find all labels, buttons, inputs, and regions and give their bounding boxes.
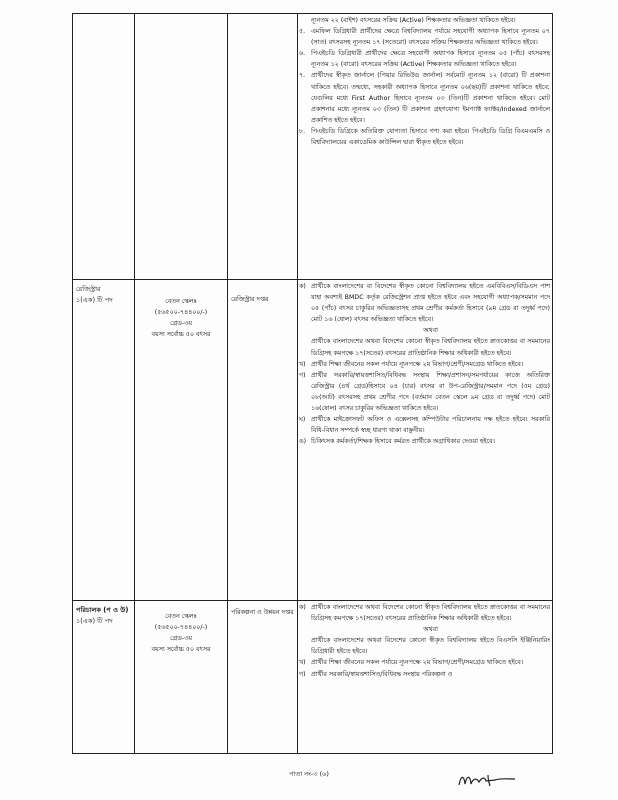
item-text: প্রার্থীদের স্বীকৃত জার্নালে (পিয়ার রিভিউড জার্নাল) সর্বমোট ন্যূনতম ১২ (বারো) টি প্রকাশনা থাকিতে হইবে। তন্মধ্যে, সহকারী অধ্যাপক হিসাবে ন্যূনতম ০৬(ছয়)টি প্রকাশনা থাকিতে হইবে; যেগুলির মধ্যে First Author হিসাবে ন্যূনতম ০৩ (তিন)টি প্রকাশনা থাকিতে হইবে। মোট প্রকাশনার মধ্যে ন্যূনতম ০৩ (তিন) টি প্রকাশনা গ্রহণযোগ্য ইমপ্যাক্ট ফ্যাক্টর/Indexed জার্নালে প্রকাশিত হইতে হইবে। — [311, 72, 550, 124]
qualification-item — [298, 436, 552, 447]
item-marker: ৭. — [299, 72, 306, 80]
item-text: প্রার্থীর সরকারি/স্বায়ত্তশাসিত/বিধিবদ্ধ সংস্থায় শিক্ষা/প্রশাসন/সমপর্যায়ের কাজে অতিরিক্ত রেজিস্ট্রার (৪র্থ গ্রেড)হিসাবে ০৪ (চার) বৎসর বা উপ-রেজিস্ট্রার/সমমান পদে (৫ম গ্রেড) ০৮(আট) বৎসরসহ প্রথম শ্রেণীর পদে (বর্তমান বেতন স্কেলে ৯ম গ্রেড বা তদুর্ধ্ব পদে) মোট ১৬(ষোল) বৎসর চাকুরির অভিজ্ঞতা থাকিতে হইবে। — [311, 371, 550, 413]
requirements-table — [72, 13, 553, 754]
post-cell — [73, 601, 135, 754]
grade: গ্রেড-৩য় — [170, 320, 192, 327]
item-marker: ক) — [299, 283, 306, 290]
item-text: ন্যূনতম ২২ (বাইশ) বৎসরের সক্রিয় (Active) শিক্ষকতার অভিজ্ঞতা থাকিতে হইবে। — [311, 17, 516, 24]
scale-label: বেতন স্কেলঃ — [165, 298, 197, 305]
item-marker: খ) — [299, 360, 306, 368]
scale-value: (৫৬৫০০-৭৪৪০০/-) — [154, 624, 208, 631]
qualification-item — [298, 336, 552, 358]
item-marker: গ) — [299, 670, 306, 678]
item-text: প্রার্থীর শিক্ষা জীবনের সকল পর্যায়ে ন্যূনপক্ষে ২য় বিভাগ/শ্রেণী/সমগ্রেড থাকিতে হইবে। — [311, 659, 524, 667]
qualification-item — [298, 669, 552, 680]
signature — [455, 769, 535, 791]
item-text: প্রার্থীকে বাংলাদেশের অথবা বিদেশের কোনো স্বীকৃত বিশ্ববিদ্যালয় হইতে স্নাতকোত্তর বা সমমানের ডিগ্রিসহ কমপক্ষে ১৭(সতের) বৎসরের প্রাতিষ্ঠানিক শিক্ষার অধিকারী হইতে হইবে। — [311, 604, 550, 623]
qualification-item — [298, 624, 552, 635]
item-text: প্রার্থীর সরকারি/স্বায়ত্তশাসিত/বিধিবদ্ধ সংস্থায় পরিকল্পনা ও — [311, 670, 453, 678]
item-text: প্রার্থীকে বাংলাদেশের বা বিদেশের স্বীকৃত কোনো বিশ্ববিদ্যালয় হইতে এমবিবিএস/বিডিএস পাশ যাহা অবশ্যই BMDC কর্তৃক রেজিস্ট্রেশন প্রাপ্ত হইতে হইবে এবং সহযোগী অধ্যাপক/সমমান পদে ০৫ (পাঁচ) বৎসর চাকুরির অভিজ্ঞতাসহ প্রথম শ্রেণীর কর্মকর্তা হিসাবে (৯ম গ্রেড বা তদুর্ধ্ব পদে) মোট ১৬ (ষোল) বৎসর অভিজ্ঞতা থাকিতে হইবে। — [311, 283, 550, 324]
qualification-item — [298, 26, 552, 48]
dept-cell — [228, 601, 298, 754]
scale-cell — [135, 280, 228, 601]
item-marker: গ) — [299, 371, 306, 379]
qualification-item — [298, 281, 552, 325]
qualification-item — [298, 370, 552, 414]
item-text: চিকিৎসক কর্মকর্তা/শিক্ষক হিসাবে কর্মরত প্রার্থীকে অগ্রাধিকার দেওয়া হইবে। — [311, 438, 495, 446]
table-row-continuation — [73, 14, 553, 280]
item-marker: খ) — [299, 659, 306, 667]
dept-cell — [228, 280, 298, 601]
qualification-item — [298, 414, 552, 436]
scale-cell — [135, 14, 228, 280]
post-cell — [73, 14, 135, 280]
item-marker: ৫. — [299, 28, 306, 36]
page-number: পাতা নং-৩ (৬) — [289, 770, 329, 778]
qualification-item — [298, 657, 552, 668]
qualification-cell — [298, 280, 553, 601]
item-text: পিএইচডি ডিগ্রিকে অতিরিক্ত যোগ্যতা হিসাবে গণ্য করা হইবে। পিএইচডি ডিগ্রি বিএমএমসি ও বিশ্ববিদ্যালয়ের একাডেমিক কাউন্সিল দ্বারা স্বীকৃত হইতে হইবে। — [311, 127, 550, 147]
post-count: ১(এক) টি পদ — [76, 296, 113, 304]
item-text: পিএইচডি ডিগ্রিধারী প্রার্থীদের ক্ষেত্রে সহযোগী অধ্যাপক হিসাবে ন্যূনতম ০৫ (পাঁচ) বৎসরসহ ন্যূনতম ১২ (বারো) বৎসরের সক্রিয় (Active) শিক্ষকতার অভিজ্ঞতা থাকিতে হইবে। — [311, 50, 550, 69]
age-limit: বয়স্য সর্বোচ্চ ৫০ বৎসর — [151, 646, 211, 653]
qualification-item — [298, 325, 552, 336]
department: রেজিস্ট্রার দপ্তর — [231, 296, 269, 303]
item-marker: ক) — [299, 604, 306, 611]
item-marker: ঘ) — [299, 416, 306, 424]
scale-value: (৫৬৫০০-৭৪৪০০/-) — [154, 309, 208, 316]
qualification-item — [298, 126, 552, 148]
post-title: রেজিস্ট্রার — [76, 285, 101, 293]
age-limit: বয়স্য সর্বোচ্চ ৫০ বৎসর — [151, 331, 211, 338]
post-cell — [73, 280, 135, 601]
qualification-item — [298, 635, 552, 657]
qualification-item — [298, 70, 552, 125]
post-count: ১(এক) টি পদ — [76, 617, 113, 625]
item-marker: ৮. — [299, 127, 306, 135]
item-text: অথবা — [423, 626, 438, 634]
scale-label: বেতন স্কেলঃ — [165, 613, 197, 620]
item-text: এমফিল ডিগ্রিধারী প্রার্থীদের ক্ষেত্রে বিশ্ববিদ্যালয় পর্যায়ে সহযোগী অধ্যাপক হিসাবে ন্যূনতম ০৭ (সাত) বৎসরসহ ন্যূনতম ১৭ (সতেরো) বৎসরের সক্রিয় শিক্ষকতার অভিজ্ঞতা থাকিতে হইবে। — [311, 28, 550, 47]
qualification-item — [298, 15, 552, 26]
qualification-item — [298, 359, 552, 370]
qualification-item — [298, 602, 552, 624]
dept-cell — [228, 14, 298, 280]
item-marker: ঙ) — [299, 438, 307, 446]
scale-cell — [135, 601, 228, 754]
item-text: প্রার্থীকে বাংলাদেশের অথবা বিদেশের কোনো স্বীকৃত বিশ্ববিদ্যালয় হইতে বিএসসি ইঞ্জিনিয়ারিং ডিগ্রিধারী হইতে হইবে। — [311, 637, 550, 656]
item-text: অথবা — [423, 327, 438, 335]
item-marker: ৬. — [299, 50, 306, 58]
grade: গ্রেড-৩য় — [170, 635, 192, 642]
qualification-cell — [298, 14, 553, 280]
qualification-cell — [298, 601, 553, 754]
post-title: পরিচালক (প ও উ) — [76, 606, 129, 614]
item-text: প্রার্থীর শিক্ষা জীবনের সকল পর্যায়ে ন্যূনপক্ষে ২য় বিভাগ/শ্রেণী/সমগ্রেড থাকিতে হইবে। — [311, 360, 524, 368]
item-text: প্রার্থীকে মাইক্রোসফট অফিস ও এক্সেলসহ কম্পিউটার পরিচালনায় দক্ষ হইতে হইবে। সরকারি বিধি-বিধান সম্পর্কে স্বচ্ছ ধারণা থাকা বাঞ্ছনীয়। — [311, 416, 550, 435]
table-row-director — [73, 601, 553, 754]
item-text: প্রার্থীকে বাংলাদেশের অথবা বিদেশের কোনো স্বীকৃত বিশ্ববিদ্যালয় হইতে স্নাতকোত্তর বা সমমানের ডিগ্রিসহ কমপক্ষে ১৭(সতের) বৎসরের প্রাতিষ্ঠানিক শিক্ষার অধিকারী হইতে হইবে। — [311, 338, 550, 357]
table-row-registrar — [73, 280, 553, 601]
department: পরিকল্পনা ও উন্নয়ন দপ্তর — [231, 609, 294, 616]
qualification-item — [298, 48, 552, 70]
